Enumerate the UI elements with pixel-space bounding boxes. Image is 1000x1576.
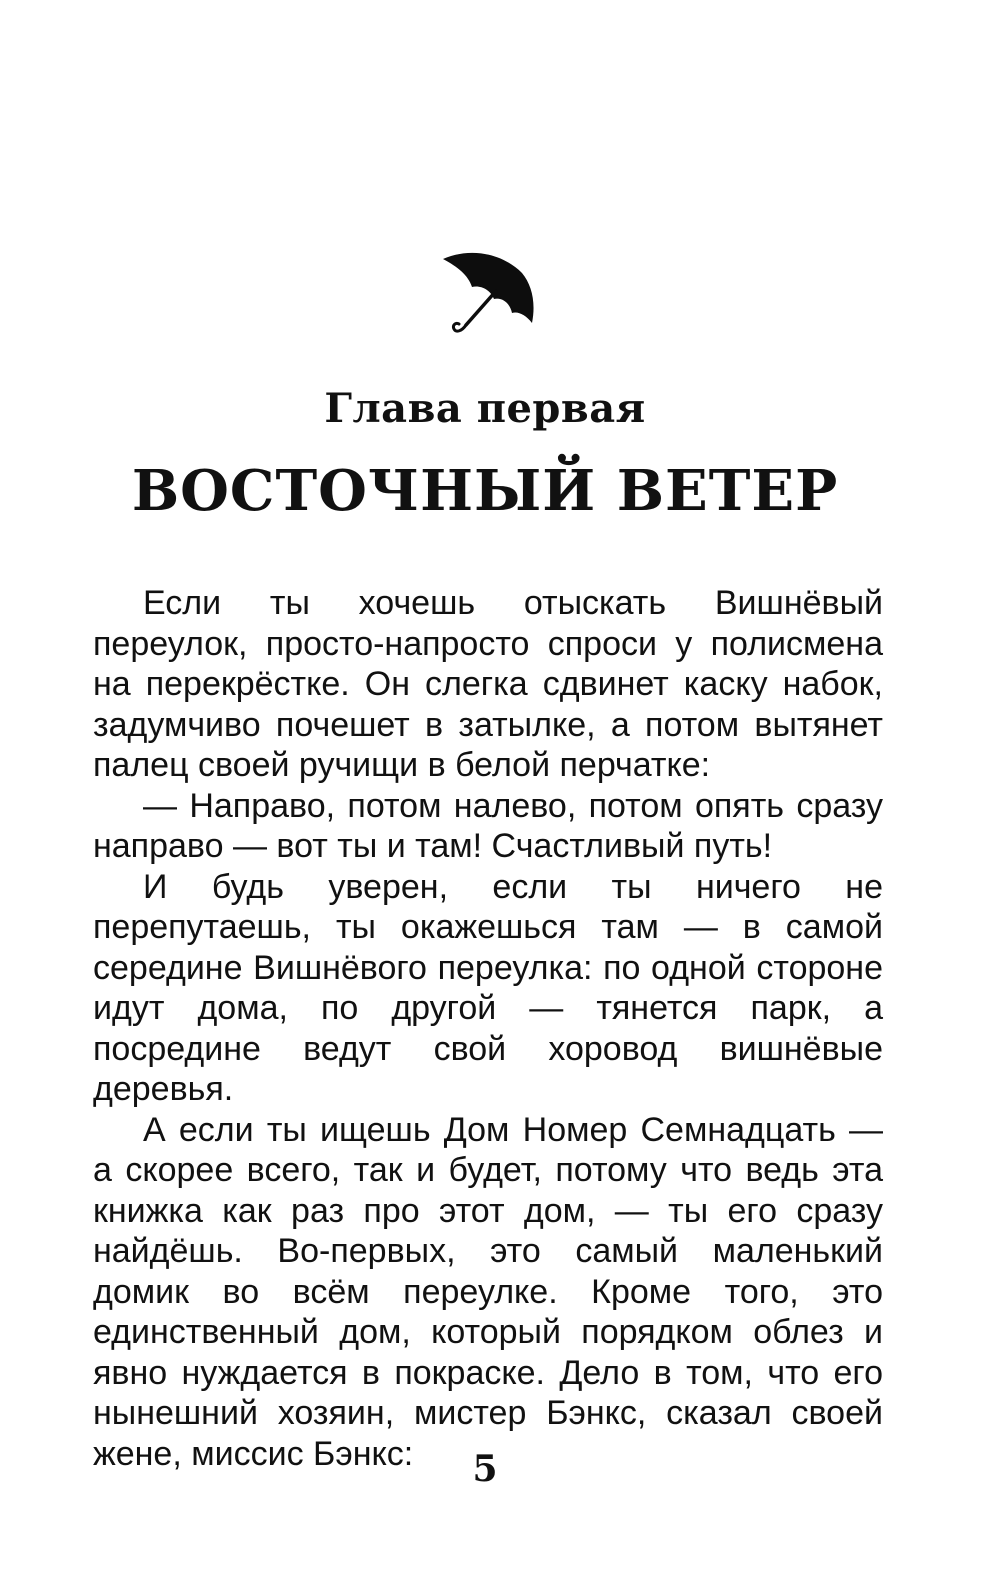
paragraph: И будь уверен, если ты ничего не перепутаешь, ты окажешься там — в самой середине Вишнёвого переулка: по одной стороне идут дома, по другой — тянется парк, а посредине ведут свой хоровод вишнёвые деревья. [93,867,883,1108]
chapter-body [93,583,883,1474]
chapter-label: Глава первая [324,385,646,432]
paragraph: — Направо, потом налево, потом опять сразу направо — вот ты и там! Счастливый путь! [93,786,883,865]
paragraph: Если ты хочешь отыскать Вишнёвый переулок, просто-напросто спроси у полисмена на перекрёстке. Он слегка сдвинет каску набок, задумчиво почешет в затылке, а потом вытянет палец своей ручищи в белой перчатке: [93,584,883,784]
paragraph: А если ты ищешь Дом Номер Семнадцать — а скорее всего, так и будет, потому что ведь эта книжка как раз про этот дом, — ты его сразу найдёшь. Во-первых, это самый маленький домик во всём переулке. Кроме того, это единственный дом, который порядком облез и явно нуждается в покраске. Дело в том, что его нынешний хозяин, мистер Бэнкс, сказал своей жене, миссис Бэнкс: [93,1110,883,1473]
chapter-title: ВОСТОЧНЫЙ ВЕТЕР [131,458,839,524]
page-number: 5 [472,1448,498,1490]
umbrella-icon [440,245,540,340]
